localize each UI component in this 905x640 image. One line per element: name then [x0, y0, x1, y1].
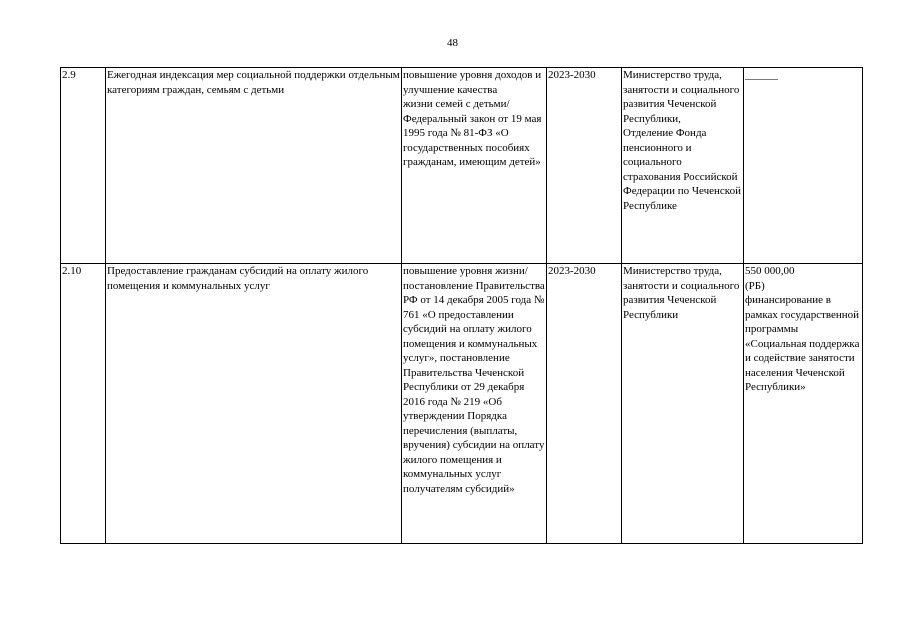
implementation-period: 2023-2030 — [547, 264, 622, 544]
item-number: 2.10 — [61, 264, 106, 544]
funding-amount: 550 000,00 (РБ) финансирование в рамках государственной программы «Социальная поддержка и содействие занятости населения Чеченской Республики» — [744, 264, 863, 544]
measure-name: Предоставление гражданам субсидий на оплату жилого помещения и коммунальных услуг — [106, 264, 402, 544]
legal-basis: повышение уровня жизни/постановление Правительства РФ от 14 декабря 2005 года № 761 «О предоставлении субсидий на оплату жилого помещения и коммунальных услуг», постановление Правительства Чеченской Республики от 29 декабря 2016 года № 219 «Об утверждении Порядка перечисления (выплаты, вручения) субсидии на оплату жилого помещения и коммунальных услуг получателям субсидий» — [402, 264, 547, 544]
table-row-2-9 — [61, 68, 863, 264]
implementation-period: 2023-2030 — [547, 68, 622, 264]
funding-amount: ______ — [744, 68, 863, 264]
responsible-executor: Министерство труда, занятости и социального развития Чеченской Республики — [622, 264, 744, 544]
responsible-executor: Министерство труда, занятости и социального развития Чеченской Республики, Отделение Фонда пенсионного и социального страхования Российской Федерации по Чеченской Республике — [622, 68, 744, 264]
activities-table — [60, 67, 863, 544]
table-row-2-10 — [61, 264, 863, 544]
legal-basis: повышение уровня доходов и улучшение качества жизни семей с детьми/ Федеральный закон от 19 мая 1995 года № 81-ФЗ «О государственных пособиях гражданам, имеющим детей» — [402, 68, 547, 264]
item-number: 2.9 — [61, 68, 106, 264]
page-number: 48 — [447, 37, 458, 49]
measure-name: Ежегодная индексация мер социальной поддержки отдельным категориям граждан, семьям с детьми — [106, 68, 402, 264]
